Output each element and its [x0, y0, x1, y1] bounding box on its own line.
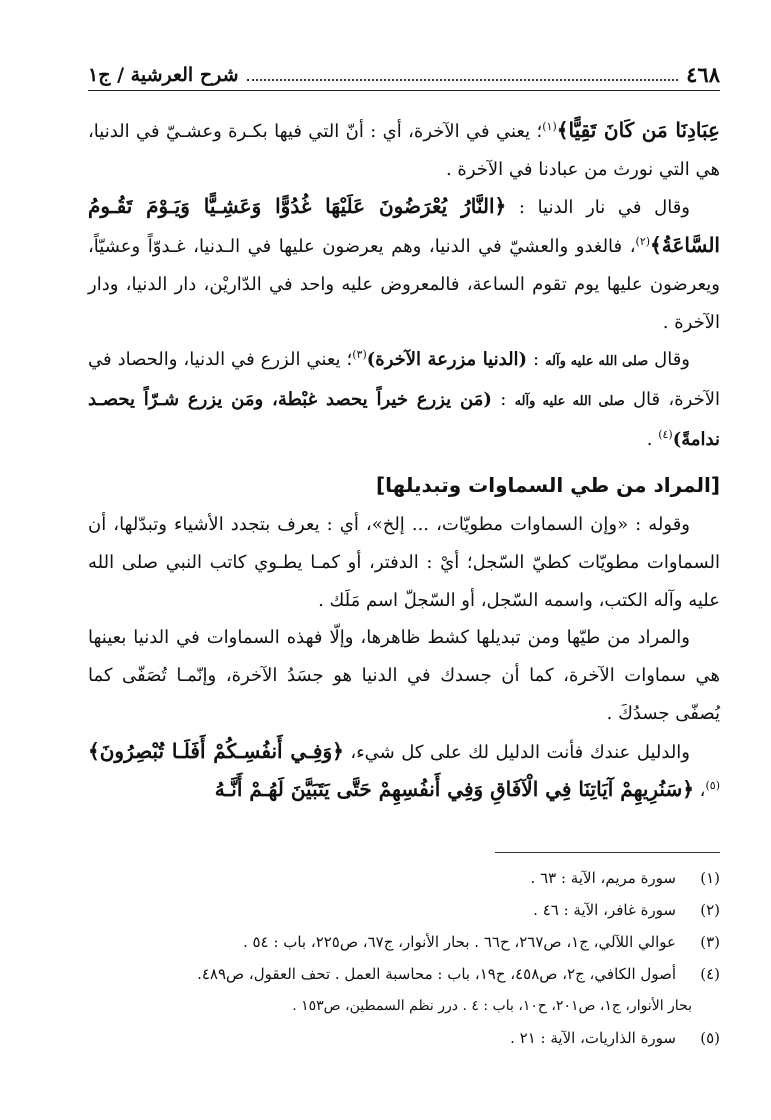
footnote-item — [88, 958, 720, 990]
footnote-item — [88, 926, 720, 958]
hadith-quote: (مَن يزرع خيراً يحصد غبْطة، ومَن يزرع شـرّاً يحصـد ندامةً) — [88, 388, 720, 450]
paragraph-text: وقال في نار الدنيا : — [506, 197, 690, 219]
footnote-text: عوالي اللآلي، ج١، ص٢٦٧، ح٦٦ . بحار الأنوار، ج٦٧، ص٢٢٥، باب : ٥٤ . — [242, 933, 676, 951]
footnote-number: (٥) — [700, 1029, 720, 1047]
paragraph-text: ، — [693, 780, 706, 802]
footnote-text: أصول الكافي، ج٢، ص٤٥٨، ح١٩، باب : محاسبة العمل . تحف العقول، ص٤٨٩. — [197, 965, 676, 983]
section-heading: [المراد من طي السماوات وتبديلها] — [376, 473, 720, 498]
footnote-number: (٢) — [700, 901, 720, 919]
page-header — [88, 58, 720, 91]
footnote-number: (١) — [700, 869, 720, 887]
paragraph-text: ؛ يعني في الآخرة، أي : أنّ التي فيها بكـرة وعشـيّ في الدنيا، هي التي نورث من عبادنا في الآخرة . — [88, 121, 720, 180]
footnote-number: (٣) — [700, 933, 720, 951]
footnote-item — [88, 894, 720, 926]
running-title: شرح العرشية / ج١ — [88, 64, 239, 86]
quran-verse: ﴿النَّارُ يُعْرَضُونَ عَلَيْهَا غُدُوًّا وَعَشِـيًّا وَيَـوْمَ تَقُـومُ السَّاعَةُ﴾ — [88, 194, 720, 258]
footnote-ref[interactable]: (٢) — [635, 235, 651, 249]
paragraph-5: والمراد من طيّها ومن تبديلها كشط ظاهرها، وإلّا فهذه السماوات في الدنيا بعينها هي سماوات الآخرة، كما أن جسدك في الدنيا هو جسَدُ الآخرة، وإنّمـا تُصَفّى كما يُصفّى جسدُكَ . — [88, 627, 720, 724]
paragraph-6 — [88, 733, 720, 810]
header-dots-leader — [247, 79, 679, 81]
paragraph-text: ، فالغدو والعشيّ في الدنيا، وهم يعرضون عليها في الـدنيا، غـدوّاً وعشيّاً، ويعرضون عليها يوم تقوم الساعة، فالمعروض عليه واحد في الدّاريْن، دار الدنيا، ودار الآخرة . — [88, 236, 720, 333]
paragraph-text: . — [646, 428, 659, 450]
footnote-ref[interactable]: (٣) — [352, 348, 367, 362]
paragraph-3 — [88, 341, 720, 458]
footnote-text: بحار الأنوار، ج١، ص٢٠١، ح١٠، باب : ٤ . درر نظم السمطين، ص١٥٣ . — [292, 998, 692, 1014]
footnote-separator — [495, 852, 720, 853]
paragraph-text: ؛ يعني الزرع في الدنيا، والحصاد في الآخرة، قال — [88, 349, 720, 410]
paragraph-text: وقال — [648, 349, 690, 371]
paragraph-text: : — [491, 388, 515, 410]
footnote-item — [88, 1022, 720, 1054]
pbuh-symbol: صلى الله عليه وآله — [514, 393, 625, 409]
quran-verse: عِبَادِنَا مَن كَانَ تَقِيًّا﴾ — [556, 118, 720, 142]
footnotes — [88, 862, 720, 1054]
quran-verse: ﴿وَفِـي أَنفُسِـكُمْ أَفَلَـا تُبْصِرُونَ﴾ — [88, 738, 344, 763]
footnote-text: سورة غافر، الآية : ٤٦ . — [533, 901, 676, 919]
pbuh-symbol: صلى الله عليه وآله — [545, 354, 649, 370]
hadith-quote: (الدنيا مزرعة الآخرة) — [366, 349, 528, 371]
main-text — [88, 112, 720, 810]
footnote-ref[interactable]: (١) — [542, 120, 557, 133]
paragraph-text: : — [527, 349, 546, 371]
footnote-text: سورة مريم، الآية : ٦٣ . — [530, 869, 676, 887]
page-number: ٤٦٨ — [686, 62, 720, 87]
footnote-text: سورة الذاريات، الآية : ٢١ . — [510, 1029, 676, 1047]
footnote-ref[interactable]: (٥) — [705, 779, 720, 793]
paragraph-1 — [88, 112, 720, 188]
footnote-continuation — [88, 990, 720, 1022]
paragraph-text: والدليل عندك فأنت الدليل لك على كل شيء، — [343, 741, 691, 763]
footnote-number: (٤) — [700, 965, 720, 983]
quran-verse: ﴿سَنُرِيهِمْ آيَاتِنَا فِي الْآفَاقِ وَفِي أَنفُسِهِمْ حَتَّى يَتَبَيَّنَ لَهُـمْ أَنَّـهُ — [214, 777, 694, 802]
footnote-ref[interactable]: (٤) — [658, 427, 673, 441]
paragraph-4: وقوله : «وإن السماوات مطويّات، ... إلخ»، أي : يعرف بتجدد الأشياء وتبدّلها، أن السماوات مطويّات كطيّ السّجل؛ أيْ : الدفتر، أو كمـا يطـوي كاتب النبي صلى الله عليه وآله الكتب، واسمه السّجل، أو السّجلّ اسم مَلَك . — [88, 514, 720, 611]
paragraph-2 — [88, 188, 720, 341]
footnote-item — [88, 862, 720, 894]
